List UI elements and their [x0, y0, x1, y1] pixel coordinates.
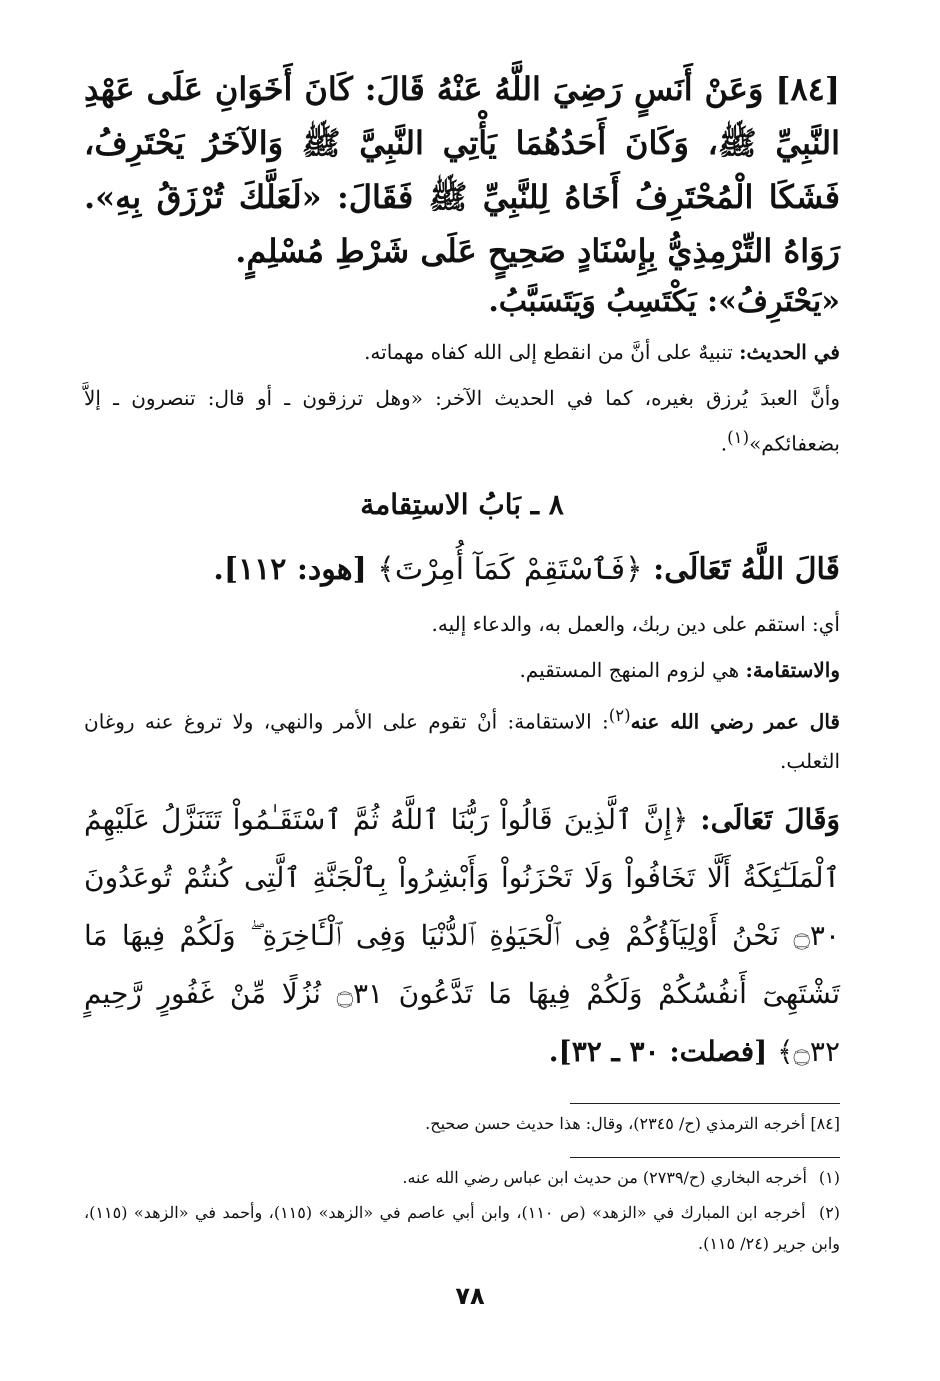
hadith-text: وَعَنْ أَنَسٍ رَضِيَ اللَّهُ عَنْهُ قَالَ: كَانَ أَخَوَانِ عَلَى عَهْدِ النَّبِيِّ ﷺ، وَكَانَ أَحَدُهُمَا يَأْتِي النَّبِيَّ ﷺ وَالآخَرُ يَحْتَرِفُ، فَشَكَا الْمُحْتَرِفُ أَخَاهُ لِلنَّبِيِّ ﷺ فَقَالَ: «لَعَلَّكَ تُرْزَقُ بِهِ». رَوَاهُ التِّرْمِذِيُّ بِإِسْنَادٍ صَحِيحٍ عَلَى شَرْطِ مُسْلِمٍ. — [84, 70, 840, 270]
lesson-text-2: وأنَّ العبدَ يُرزق بغيره، كما في الحديث الآخر: «وهل ترزقون ـ أو قال: تنصرون ـ إلاَّ بضعفائكم» — [84, 386, 841, 456]
page-number: ٧٨ — [455, 1282, 485, 1310]
footnote-mark: (١) — [818, 1168, 840, 1188]
lesson-label: في الحديث: — [739, 340, 840, 364]
quran-text-2: ﴿إِنَّ ٱلَّذِينَ قَالُواْ رَبُّنَا ٱللَّهُ ثُمَّ ٱسْتَقَـٰمُواْ تَتَنَزَّلُ عَلَيْهِمُ ٱلْمَلَـٰٓئِكَةُ أَلَّا تَخَافُواْ وَلَا تَحْزَنُواْ وَأَبْشِرُواْ بِٱلْجَنَّةِ ٱلَّتِى كُنتُمْ تُوعَدُونَ ۝٣٠ نَحْنُ أَوْلِيَآؤُكُمْ فِى ٱلْحَيَوٰةِ ٱلدُّنْيَا وَفِى ٱلْـَٔاخِرَةِ ۖ وَلَكُمْ فِيهَا مَا تَشْتَهِىٓ أَنفُسُكُمْ وَلَكُمْ فِيهَا مَا تَدَّعُونَ ۝٣١ نُزُلًا مِّنْ غَفُورٍ رَّحِيمٍ ۝٣٢﴾ — [84, 803, 840, 1069]
footnote-mark: [٨٤] — [810, 1114, 840, 1134]
umar-text: : الاستقامة: أنْ تقوم على الأمر والنهي، ولا تروغ عنه روغان الثعلب. — [84, 709, 840, 774]
verse-fussilat — [84, 791, 840, 1081]
verse-explanation: أي: استقم على دين ربك، والعمل به، والدعاء إليه. — [431, 611, 840, 636]
footnote-text: أخرجه الترمذي (ح/ ٢٣٤٥)، وقال: هذا حديث حسن صحيح. — [425, 1114, 806, 1134]
footnote-1 — [84, 1162, 840, 1193]
verse-ref: [هود: ١١٢]. — [213, 551, 378, 587]
chapter-heading: ٨ ـ بَابُ الاستِقامة — [360, 487, 564, 521]
definition-label: والاستقامة: — [745, 657, 840, 682]
lesson-note-2: وأنَّ العبدَ يُرزق بغيره، كما في الحديث الآخر: «وهل ترزقون ـ أو قال: تنصرون ـ إلاَّ بضعفائكم»$^{(١)}$. — [84, 386, 841, 456]
umar-label: قال عمر رضي الله عنه — [630, 709, 840, 734]
verse-ref-2: [فصلت: ٣٠ ـ ٣٢]. — [548, 1035, 778, 1069]
footnote-text: أخرجه البخاري (ح/٢٧٣٩) من حديث ابن عباس رضي الله عنه. — [402, 1168, 807, 1188]
footnote-hadith — [84, 1108, 840, 1139]
footnote-ref-1: (١) — [727, 428, 750, 447]
footnote-text: أخرجه ابن المبارك في «الزهد» (ص ١١٠)، وابن أبي عاصم في «الزهد» (١١٥)، وأحمد في «الزهد» (١١٥)، وابن جرير (٢٤/ ١١٥). — [84, 1203, 840, 1254]
definition-text: هي لزوم المنهج المستقيم. — [519, 657, 746, 682]
footnote-ref-2: (٢) — [608, 705, 631, 725]
lesson-text: تنبيهٌ على أنَّ من انقطع إلى الله كفاه مهماته. — [364, 340, 740, 364]
quran-text: ﴿فَٱسْتَقِمْ كَمَآ أُمِرْتَ﴾ — [377, 551, 643, 587]
umar-quote — [84, 696, 840, 782]
hadith-84 — [84, 62, 840, 278]
page-body — [84, 62, 840, 1263]
word-gloss: «يَحْتَرِفُ»: يَكْتَسِبُ وَيَتَسَبَّبُ. — [488, 284, 840, 319]
lesson-note — [84, 332, 840, 372]
footnote-divider-2 — [570, 1157, 840, 1158]
footnote-2 — [84, 1197, 840, 1259]
footnote-divider — [570, 1103, 840, 1104]
definition — [84, 650, 840, 690]
hadith-number: [٨٤] — [775, 70, 840, 108]
verse-intro-2: وَقَالَ تَعَالَى: — [688, 803, 840, 837]
verse-intro: قَالَ اللَّهُ تَعَالَى: — [642, 551, 840, 587]
verse-hud — [84, 542, 840, 598]
footnote-mark: (٢) — [818, 1203, 841, 1223]
